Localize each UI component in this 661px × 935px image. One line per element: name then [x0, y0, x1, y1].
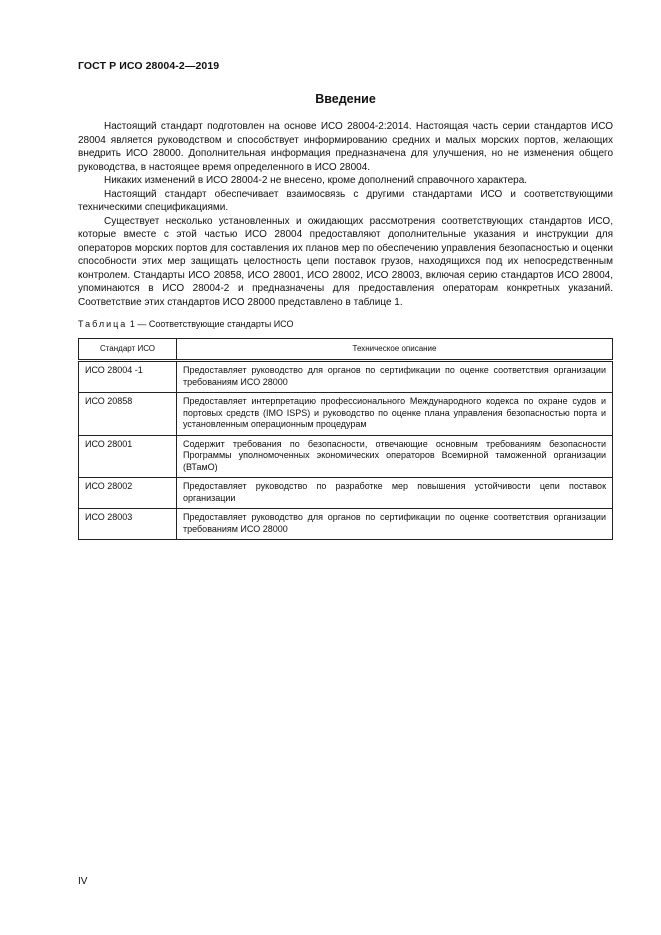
page-title: Введение	[315, 92, 376, 106]
standard-code: ИСО 28002	[79, 478, 177, 509]
page-number: IV	[78, 876, 88, 887]
standard-code: ИСО 28003	[79, 509, 177, 540]
table-caption-number: 1	[129, 319, 135, 329]
table-caption-label: Таблица	[78, 319, 128, 329]
paragraph: Настоящий стандарт обеспечивает взаимосвязь с другими стандартами ИСО и соответствующими техническими спецификациями.	[78, 188, 613, 213]
table-header-row	[79, 339, 613, 361]
column-header-description: Техническое описание	[177, 339, 613, 361]
standard-description: Предоставляет интерпретацию профессионального Международного кодекса по охране судов и портовых средств (IMO ISPS) и руководство по оценке плана управления безопасностью порта и установленным операционным процедурам	[177, 393, 613, 436]
table-row	[79, 478, 613, 509]
document-header: ГОСТ Р ИСО 28004-2—2019	[78, 60, 220, 72]
standard-description: Предоставляет руководство по разработке мер повышения устойчивости цепи поставок организации	[177, 478, 613, 509]
table-caption	[78, 319, 294, 329]
introduction-text	[78, 120, 613, 309]
standard-code: ИСО 20858	[79, 393, 177, 436]
standard-description: Предоставляет руководство для органов по сертификации по оценке соответствия организации требованиям ИСО 28000	[177, 361, 613, 393]
standard-description: Предоставляет руководство для органов по сертификации по оценке соответствия организации требованиям ИСО 28000	[177, 509, 613, 540]
column-header-standard: Стандарт ИСО	[79, 339, 177, 361]
standard-description: Содержит требования по безопасности, отвечающие основным требованиям безопасности Программы уполномоченных экономических операторов Всемирной таможенной организации (ВТамО)	[177, 435, 613, 478]
paragraph: Настоящий стандарт подготовлен на основе ИСО 28004-2:2014. Настоящая часть серии стандартов ИСО 28004 является руководством и способствует информированию средних и малых морских портов, желающих внедрить ИСО 28000. Дополнительная информация предназначена для улучшения, но не изменения общего руководства, в настоящее время определенного в ИСО 28004.	[78, 121, 613, 173]
table-row	[79, 435, 613, 478]
paragraph: Никаких изменений в ИСО 28004-2 не внесено, кроме дополнений справочного характера.	[104, 175, 528, 186]
standards-table	[78, 338, 613, 540]
standard-code: ИСО 28004 -1	[79, 361, 177, 393]
paragraph: Существует несколько установленных и ожидающих рассмотрения соответствующих стандартов ИСО, которые вместе с этой частью ИСО 28004 предоставляют дополнительные указания и инструкции для операторов морских портов для составления их планов мер по обеспечению управления безопасностью и оценки способности этих мер защищать целостность цепи поставок грузов, находящихся под их непосредственным контролем. Стандарты ИСО 20858, ИСО 28001, ИСО 28002, ИСО 28003, включая серию стандартов ИСО 28004, упоминаются в ИСО 28004-2 и предназначены для предоставления операторам конкретных указаний. Соответствие этих стандартов ИСО 28000 представлено в таблице 1.	[78, 215, 613, 308]
table-caption-text: — Соответствующие стандарты ИСО	[134, 319, 294, 329]
standard-code: ИСО 28001	[79, 435, 177, 478]
table-row	[79, 361, 613, 393]
table-row	[79, 509, 613, 540]
table-row	[79, 393, 613, 436]
